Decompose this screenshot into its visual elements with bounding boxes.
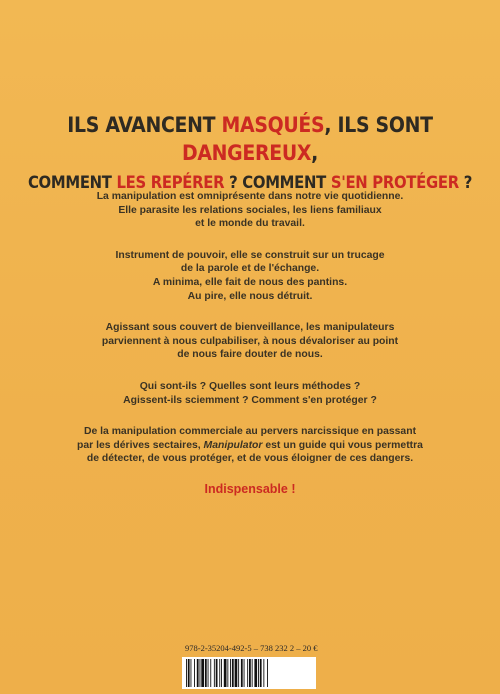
paragraph <box>40 321 460 362</box>
tagline: Indispensable ! <box>204 482 296 496</box>
text-line: A minima, elle fait de nous des pantins. <box>152 276 348 288</box>
headline-text: ? COMMENT <box>224 173 331 192</box>
blurb <box>40 190 460 484</box>
text-line: parviennent à nous culpabiliser, à nous dévaloriser au point <box>101 335 399 347</box>
isbn-price-text: 978-2-35204-492-5 – 738 232 2 – 20 € <box>185 643 318 653</box>
headline-line-1 <box>20 111 480 167</box>
paragraph <box>40 380 460 407</box>
book-title-italic: Manipulator <box>203 439 263 451</box>
headline-highlight: LES REPÉRER <box>116 173 225 192</box>
text-line <box>40 439 460 453</box>
text-segment: par les dérives sectaires, <box>77 439 204 451</box>
text-line: Qui sont-ils ? Quelles sont leurs méthodes ? <box>139 380 361 392</box>
paragraph <box>40 190 460 231</box>
text-line: de détecter, de vous protéger, et de vous éloigner de ces dangers. <box>86 453 414 465</box>
text-line: De la manipulation commerciale au pervers narcissique en passant <box>83 426 417 438</box>
headline-highlight: DANGEREUX <box>181 141 312 165</box>
text-line: de la parole et de l'échange. <box>180 263 320 275</box>
text-line: et le monde du travail. <box>195 218 305 230</box>
headline-highlight: S'EN PROTÉGER <box>330 173 459 192</box>
text-line: Agissant sous couvert de bienveillance, les manipulateurs <box>105 322 395 334</box>
paragraph <box>40 249 460 303</box>
text-line: Elle parasite les relations sociales, les liens familiaux <box>118 204 382 216</box>
text-line: Agissent-ils sciemment ? Comment s'en protéger ? <box>123 394 377 406</box>
text-line: de nous faire douter de nous. <box>177 349 323 361</box>
headline <box>20 111 480 195</box>
headline-text: ? <box>458 173 473 192</box>
barcode-icon <box>186 659 312 687</box>
headline-text: , ILS SONT <box>324 113 433 137</box>
headline-text: COMMENT <box>27 173 117 192</box>
text-line: Instrument de pouvoir, elle se construit sur un trucage <box>115 249 385 261</box>
headline-text: , <box>311 141 319 165</box>
barcode <box>182 657 316 689</box>
text-line: Au pire, elle nous détruit. <box>187 290 313 302</box>
headline-text: ILS AVANCENT <box>67 113 222 137</box>
text-line: La manipulation est omniprésente dans notre vie quotidienne. <box>96 191 404 202</box>
text-segment: est un guide qui vous permettra <box>262 439 423 451</box>
paragraph-final <box>40 425 460 466</box>
headline-highlight: MASQUÉS <box>221 113 325 137</box>
